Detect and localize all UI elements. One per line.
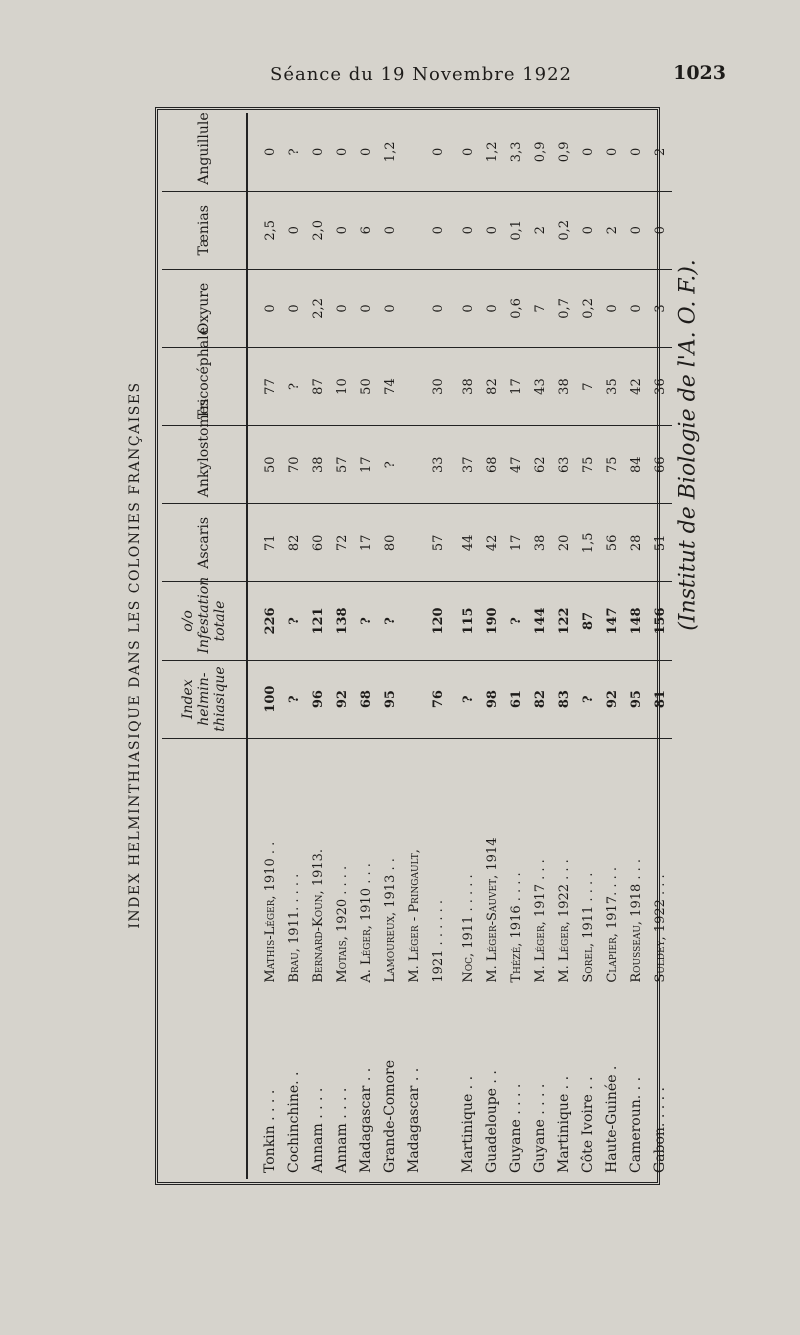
cell-index: 81 [648,660,672,738]
cell-ascaris: 38 [528,504,552,582]
cell-anguil: 0 [600,113,624,191]
cell-ankylo: 66 [648,426,672,504]
cell-ankylo: 63 [552,426,576,504]
cell-ascaris: 20 [552,504,576,582]
table-row [480,113,504,1179]
cell-trico: 74 [378,347,402,425]
cell-taenia: 0 [648,191,672,269]
cell-author: Lamoureux, 1913 . . [382,858,398,983]
cell-colony: Tonkin . . . . [262,1089,278,1173]
cell-index: ? [450,660,480,738]
cell-author: Mathis-Léger, 1910 . . [262,841,278,983]
header-row [162,113,247,1179]
cell-author: Sorel, 1911 . . . . [580,872,596,983]
cell-trico: 38 [450,347,480,425]
cell-anguil: 1,2 [378,113,402,191]
cell-index: 96 [306,660,330,738]
header-oxyure: Oxyure [162,269,247,347]
cell-anguil: 3,3 [504,113,528,191]
table-row [600,113,624,1179]
cell-trico: 50 [354,347,378,425]
cell-ankylo: 57 [330,426,354,504]
cell-index: 92 [330,660,354,738]
cell-ascaris: 71 [247,504,282,582]
header-anguillule: Anguillule [162,113,247,191]
cell-infest: 87 [576,582,600,660]
cell-trico: 77 [247,347,282,425]
cell-author: Rousseau, 1918 . . . [628,858,644,983]
table-row [648,113,672,1179]
header-index [162,660,247,738]
cell-oxyure: 3 [648,269,672,347]
cell-taenia: 0 [282,191,306,269]
cell-infest: 147 [600,582,624,660]
cell-ascaris: 44 [450,504,480,582]
cell-anguil: 0,9 [528,113,552,191]
cell-ascaris: 60 [306,504,330,582]
cell-ascaris: 17 [354,504,378,582]
cell-ankylo: 68 [480,426,504,504]
header-infestation-text: o/o Infestation totale [180,576,228,654]
cell-author: Noc, 1911 . . . . . [460,874,476,983]
cell-anguil: 2 [648,113,672,191]
cell-ascaris: 80 [378,504,402,582]
cell-oxyure: 0,2 [576,269,600,347]
cell-colony: Cochinchine. . [286,1071,302,1173]
cell-ascaris: 57 [426,504,450,582]
cell-oxyure: 2,2 [306,269,330,347]
cell-oxyure: 0 [426,269,450,347]
cell-ascaris: 17 [504,504,528,582]
cell-infest: 138 [330,582,354,660]
cell-author: M. Léger, 1917 . . . [532,859,548,983]
cell-anguil: 0,9 [552,113,576,191]
cell-infest: 122 [552,582,576,660]
cell-index [402,660,426,738]
cell-ascaris: 82 [282,504,306,582]
cell-taenia: 0 [426,191,450,269]
cell-index: 61 [504,660,528,738]
cell-oxyure: 0 [330,269,354,347]
cell-infest: ? [504,582,528,660]
cell-taenia: 0 [330,191,354,269]
cell-trico: 35 [600,347,624,425]
header-ascaris: Ascaris [162,504,247,582]
source-caption: (Institut de Biologie de l'A. O. F.). [675,259,701,631]
cell-taenia: 0 [624,191,648,269]
cell-ankylo: 37 [450,426,480,504]
cell-infest [402,582,426,660]
cell-oxyure: 7 [528,269,552,347]
header-ankylostomes: Ankylostomes [162,426,247,504]
cell-ascaris: 72 [330,504,354,582]
table-row [552,113,576,1179]
cell-trico: 36 [648,347,672,425]
cell-trico: ? [282,347,306,425]
cell-ascaris: 1,5 [576,504,600,582]
cell-colony: Gabon. . . . . [652,1087,668,1173]
table-row [306,113,330,1179]
cell-trico: 10 [330,347,354,425]
cell-infest: 226 [247,582,282,660]
cell-trico: 87 [306,347,330,425]
cell-taenia: 2,5 [247,191,282,269]
cell-author: Clapier, 1917. . . . [604,867,620,983]
cell-index: ? [282,660,306,738]
cell-taenia: 0 [576,191,600,269]
cell-taenia: 0 [378,191,402,269]
cell-trico: 7 [576,347,600,425]
data-table [162,113,672,1179]
cell-trico: 43 [528,347,552,425]
cell-ankylo: 70 [282,426,306,504]
cell-author: M. Léger - Pringault, [406,849,422,983]
cell-ascaris: 28 [624,504,648,582]
cell-ascaris: 56 [600,504,624,582]
cell-colony [426,989,450,1179]
cell-infest: 144 [528,582,552,660]
cell-author: Bernard-Koun, 1913. [310,848,326,983]
cell-colony: Grande-Comore [382,1059,398,1173]
cell-anguil: 0 [624,113,648,191]
cell-index: 98 [480,660,504,738]
table-row [624,113,648,1179]
cell-infest: ? [378,582,402,660]
cell-index: 95 [378,660,402,738]
cell-infest: 190 [480,582,504,660]
cell-oxyure: 0 [600,269,624,347]
helminth-index-table [162,112,668,1179]
page-header [0,58,800,88]
cell-taenia: 0 [480,191,504,269]
cell-taenia: 2 [528,191,552,269]
cell-colony: Guyane . . . . [508,1083,524,1173]
cell-colony: Madagascar . . [358,1067,374,1173]
cell-index: 83 [552,660,576,738]
cell-author: Thézé, 1916 . . . . [508,872,524,983]
cell-ascaris [402,504,426,582]
cell-author: Suldey, 1922 . . . [652,874,668,983]
cell-oxyure: 0 [450,269,480,347]
cell-taenia: 0 [450,191,480,269]
cell-author: A. Léger, 1910 . . . [358,863,374,983]
cell-ankylo: 17 [354,426,378,504]
header-index-text: Index helmin- thiasique [180,666,228,732]
cell-anguil: 0 [354,113,378,191]
cell-ankylo: 75 [576,426,600,504]
table-title: INDEX HELMINTHIASIQUE DANS LES COLONIES FRANÇAISES [127,381,143,929]
cell-index: 82 [528,660,552,738]
cell-ankylo: 38 [306,426,330,504]
cell-index: 68 [354,660,378,738]
table-row [426,113,450,1179]
table-row [378,113,402,1179]
cell-colony: Guadeloupe . . [484,1070,500,1173]
table-row [282,113,306,1179]
cell-index: 100 [247,660,282,738]
cell-infest: 115 [450,582,480,660]
cell-ascaris: 42 [480,504,504,582]
cell-anguil: 0 [247,113,282,191]
cell-trico: 82 [480,347,504,425]
table-row [450,113,480,1179]
cell-colony: Guyane . . . . [532,1083,548,1173]
cell-taenia: 2,0 [306,191,330,269]
cell-oxyure: 0,6 [504,269,528,347]
cell-anguil: 0 [330,113,354,191]
cell-oxyure: 0 [282,269,306,347]
cell-index: ? [576,660,600,738]
cell-author: Brau, 1911. . . . . [286,873,302,983]
cell-ankylo: 50 [247,426,282,504]
table-row [576,113,600,1179]
cell-oxyure: 0 [354,269,378,347]
header-infestation [162,576,247,660]
cell-colony: Haute-Guinée . [604,1065,620,1173]
cell-author: 1921 . . . . . . [430,899,446,983]
cell-infest: 120 [426,582,450,660]
cell-taenia [402,191,426,269]
cell-infest: 148 [624,582,648,660]
cell-ankylo: 33 [426,426,450,504]
table-row [354,113,378,1179]
cell-index: 76 [426,660,450,738]
header-colony [162,989,247,1179]
cell-infest: 156 [648,582,672,660]
header-tricocephale: Tricocéphale [162,347,247,425]
table-row [528,113,552,1179]
cell-author: M. Léger-Sauvet, 1914 [484,837,500,983]
cell-oxyure: 0,7 [552,269,576,347]
cell-anguil: 0 [306,113,330,191]
cell-colony: Martinique . . [460,1075,476,1173]
cell-ankylo: 47 [504,426,528,504]
cell-anguil: 0 [450,113,480,191]
cell-anguil: 1,2 [480,113,504,191]
cell-colony: Martinique . . [556,1075,572,1173]
cell-oxyure: 0 [480,269,504,347]
cell-colony: Annam . . . . [310,1087,326,1173]
cell-author: M. Léger, 1922 . . . [556,859,572,983]
cell-trico: 17 [504,347,528,425]
cell-index: 92 [600,660,624,738]
cell-taenia: 2 [600,191,624,269]
table-body [247,113,672,1179]
cell-ankylo: 75 [600,426,624,504]
table-row [402,113,426,1179]
table-row [504,113,528,1179]
cell-colony: Cameroun. . . [628,1076,644,1173]
cell-taenia: 0,1 [504,191,528,269]
table-row [247,113,282,1179]
cell-trico: 30 [426,347,450,425]
cell-ankylo: ? [378,426,402,504]
cell-ankylo [402,426,426,504]
cell-oxyure: 0 [624,269,648,347]
cell-trico: 42 [624,347,648,425]
cell-anguil: 0 [576,113,600,191]
cell-index: 95 [624,660,648,738]
table-row [330,113,354,1179]
cell-anguil: ? [282,113,306,191]
cell-taenia: 0,2 [552,191,576,269]
cell-author: Motais, 1920 . . . . [334,865,350,983]
cell-colony: Madagascar . . [406,1067,422,1173]
cell-infest: 121 [306,582,330,660]
cell-anguil [402,113,426,191]
page-number: 1023 [673,62,726,84]
cell-oxyure: 0 [247,269,282,347]
cell-colony: Annam . . . . [334,1087,350,1173]
cell-trico [402,347,426,425]
cell-oxyure [402,269,426,347]
cell-anguil: 0 [426,113,450,191]
cell-colony: Côte Ivoire . . [580,1076,596,1173]
cell-ascaris: 51 [648,504,672,582]
cell-taenia: 6 [354,191,378,269]
header-author [162,738,247,988]
cell-infest: ? [282,582,306,660]
cell-trico: 38 [552,347,576,425]
cell-ankylo: 62 [528,426,552,504]
cell-oxyure: 0 [378,269,402,347]
running-title: Séance du 19 Novembre 1922 [270,64,573,85]
cell-ankylo: 84 [624,426,648,504]
cell-infest: ? [354,582,378,660]
header-taenias: Tænias [162,191,247,269]
